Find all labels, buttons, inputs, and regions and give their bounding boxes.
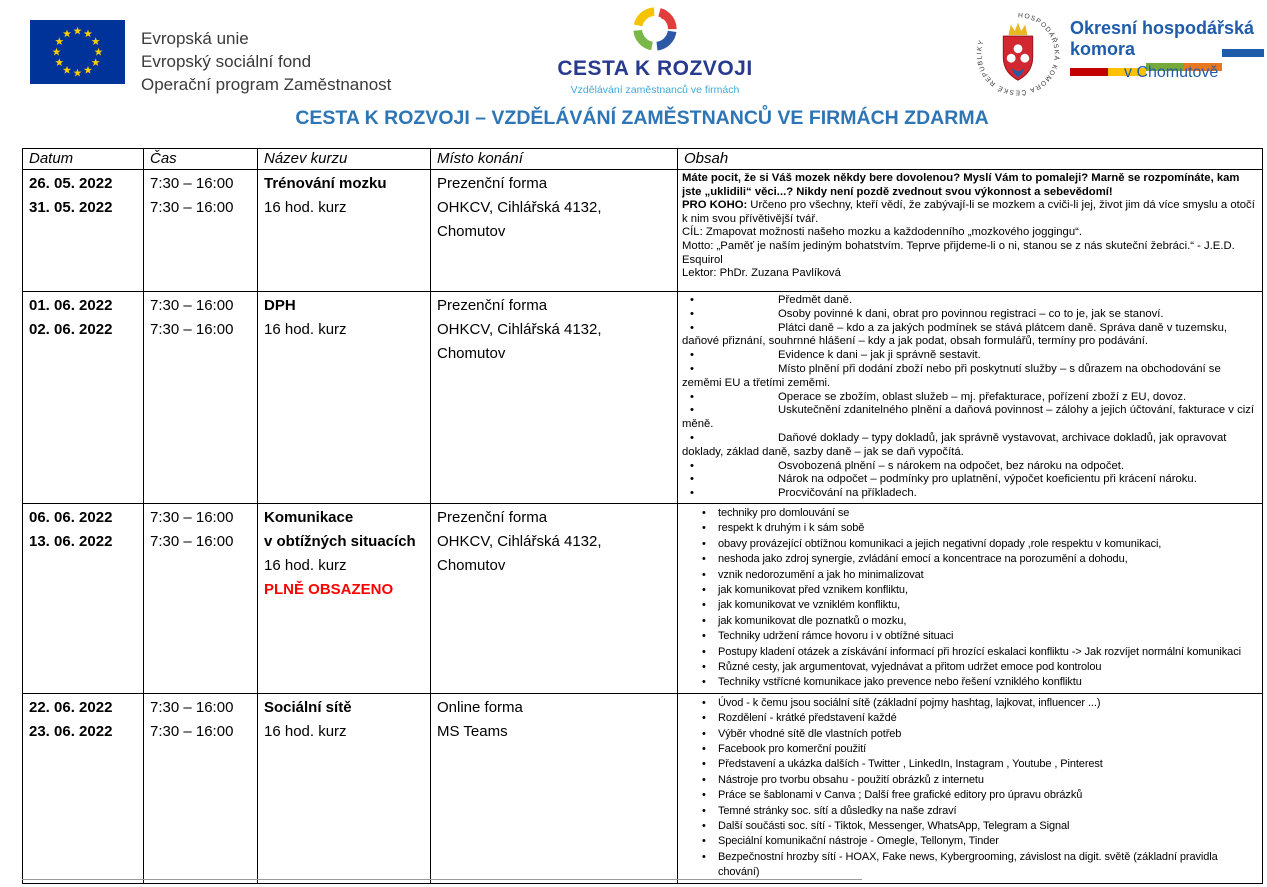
time-text: 7:30 – 16:00: [150, 508, 234, 526]
date-text: 01. 06. 2022: [29, 297, 113, 314]
ohk-emblem-text: HOSPODÁŘSKÁ KOMORA ČESKÉ REPUBLIKY: [976, 12, 1060, 96]
bullet-icon: •: [702, 553, 706, 566]
bullet-icon: •: [702, 568, 706, 581]
bullet-text: Nástroje pro tvorbu obsahu - použití obrázků z internetu: [718, 773, 984, 786]
masthead: [0, 0, 1267, 104]
bullet-icon: •: [690, 459, 694, 472]
times-cell: [144, 170, 258, 292]
eu-text: [141, 20, 391, 96]
bullet-icon: •: [690, 349, 694, 362]
bullet-text: techniky pro domlouvání se: [718, 506, 850, 519]
course-name: Trénování mozku: [264, 175, 387, 192]
bullet-text: Techniky vstřícné komunikace jako prevence nebo řešení vzniklého konfliktu: [718, 676, 1082, 689]
bullet-text: jak komunikovat ve vzniklém konfliktu,: [718, 599, 901, 612]
bullet-text: respekt k druhým i k sám sobě: [718, 522, 865, 535]
bullet-text: Rozdělení - krátké představení každé: [718, 712, 897, 725]
place-line: MS Teams: [437, 722, 508, 740]
bullet-item: [682, 788, 1258, 803]
paragraph-text: Máte pocit, že si Váš mozek někdy bere dovolenou? Myslí Vám to pomaleji? Marně se rozpomínáte, kam jste „uklidili“ věci...? Nikdy není pozdě zvednout svou výkonnost a sebevědomí!: [682, 172, 1240, 198]
date-text: 23. 06. 2022: [29, 722, 113, 740]
bullet-icon: •: [702, 773, 706, 786]
bullet-item: [682, 583, 1258, 598]
place-line: Prezenční forma: [437, 297, 548, 314]
time-text: 7:30 – 16:00: [150, 321, 234, 338]
bullet-text: Uskutečnění zdanitelného plnění a daňová povinnost – zálohy a jejich účtování, fakturace v cizí měně.: [682, 404, 1255, 431]
times-cell: [144, 503, 258, 693]
date-text: 02. 06. 2022: [29, 321, 113, 338]
bullet-text: Postupy kladení otázek a získávání informací při hrozící eskalaci konfliktu -> Jak rozvíjet normální komunikaci: [718, 645, 1241, 658]
bullet-icon: •: [702, 850, 706, 863]
paragraph-text: Určeno pro všechny, kteří vědí, že zabývají-li se mozkem a cviči-li jej, život jim dá více smyslu a otočí k nim svou přívětivější tvář.: [682, 199, 1255, 225]
bullet-text: Osoby povinné k dani, obrat pro povinnou registraci – co to je, jak se stanoví.: [778, 307, 1164, 320]
eu-line: Evropská unie: [141, 29, 249, 48]
bullet-icon: •: [690, 390, 694, 403]
bullet-item: [682, 660, 1258, 675]
bullet-item: [682, 391, 1258, 405]
dates-cell: [23, 693, 144, 883]
course-table: [22, 148, 1263, 884]
table-body: [23, 170, 1263, 884]
bullet-text: Evidence k dani – jak ji správně sestavit.: [778, 349, 981, 362]
bullet-item: [682, 294, 1258, 308]
bullet-text: Temné stránky soc. sítí a důsledky na naše zdraví: [718, 804, 957, 817]
dates-cell: [23, 503, 144, 693]
bullet-item: [682, 432, 1258, 460]
bullet-text: jak komunikovat před vznikem konfliktu,: [718, 583, 908, 596]
bullet-text: jak komunikovat dle poznatků o mozku,: [718, 614, 907, 627]
bullet-item: [682, 850, 1258, 881]
place-cell: [431, 170, 678, 292]
table-row: [23, 503, 1263, 693]
times-cell: [144, 693, 258, 883]
course-duration: 16 hod. kurz: [264, 722, 347, 740]
date-text: 13. 06. 2022: [29, 532, 113, 550]
paragraph-lead: PRO KOHO:: [682, 199, 748, 212]
ohk-logo: [972, 6, 1264, 101]
time-text: 7:30 – 16:00: [150, 175, 234, 192]
place-line: OHKCV, Cihlářská 4132,: [437, 321, 602, 338]
place-cell: [431, 693, 678, 883]
bullet-item: [682, 363, 1258, 391]
paragraph-text: Lektor: PhDr. Zuzana Pavlíková: [682, 267, 841, 280]
table-row: [23, 292, 1263, 504]
course-duration: 16 hod. kurz: [264, 556, 347, 574]
bullet-text: obavy provázející obtížnou komunikaci a jejich negativní dopady ,role respektu v komunikaci,: [718, 537, 1162, 550]
place-line: Chomutov: [437, 345, 506, 362]
cesta-logo-icon: [628, 2, 682, 56]
table-header-row: [23, 149, 1263, 170]
bullet-text: Daňové doklady – typy dokladů, jak správně vystavovat, archivace dokladů, jak opravovat doklady, základ daně, sazby daně – jak se daň vypočítá.: [682, 431, 1227, 458]
bullet-item: [682, 773, 1258, 788]
bullet-text: Práce se šablonami v Canva ; Další free grafické editory pro úpravu obrázků: [718, 789, 1083, 802]
bullet-icon: •: [702, 583, 706, 596]
fully-booked-badge: PLNĚ OBSAZENO: [264, 580, 394, 598]
bullet-item: [682, 834, 1258, 849]
bullet-icon: •: [690, 431, 694, 444]
content-cell: [678, 170, 1263, 292]
content-paragraph: [682, 267, 1258, 281]
date-text: 06. 06. 2022: [29, 508, 113, 526]
page-title: CESTA K ROZVOJI – VZDĚLÁVÁNÍ ZAMĚSTNANCŮ VE FIRMÁCH ZDARMA: [295, 107, 989, 129]
bullet-item: [682, 308, 1258, 322]
bullet-icon: •: [690, 362, 694, 375]
paragraph-text: CÍL: Zmapovat možnosti našeho mozku a každodenního „mozkového joggingu“.: [682, 226, 1083, 239]
bullet-item: [682, 404, 1258, 432]
bullet-item: [682, 473, 1258, 487]
bullet-icon: •: [702, 835, 706, 848]
bullet-icon: •: [702, 804, 706, 817]
bullet-icon: •: [690, 307, 694, 320]
eu-line: Operační program Zaměstnanost: [141, 75, 392, 94]
bullet-item: [682, 645, 1258, 660]
bullet-text: Další součásti soc. sítí - Tiktok, Messenger, WhatsApp, Telegram a Signal: [718, 820, 1070, 833]
table-row: [23, 170, 1263, 292]
bullet-text: Techniky udržení rámce hovoru i v obtížné situaci: [718, 630, 954, 643]
content-cell: [678, 292, 1263, 504]
bullet-icon: •: [690, 487, 694, 500]
content-cell: [678, 693, 1263, 883]
bullet-item: [682, 727, 1258, 742]
bullet-text: Představení a ukázka dalších - Twitter , LinkedIn, Instagram , Youtube , Pinterest: [718, 758, 1103, 771]
bullet-icon: •: [690, 294, 694, 306]
bullet-item: [682, 322, 1258, 350]
bullet-icon: •: [690, 321, 694, 334]
column-header-4: Obsah: [678, 149, 1263, 170]
content-paragraph: [682, 226, 1258, 240]
bullet-icon: •: [702, 758, 706, 771]
course-cell: [258, 503, 431, 693]
bullet-item: [682, 349, 1258, 363]
course-name: DPH: [264, 297, 296, 314]
bullet-text: Různé cesty, jak argumentovat, vyjednávat a přitom udržet emoce pod kontrolou: [718, 661, 1102, 674]
bullet-text: Místo plnění při dodání zboží nebo při poskytnutí služby – s důrazem na obchodování se zeměmi EU a třetími zeměmi.: [682, 362, 1221, 389]
time-text: 7:30 – 16:00: [150, 722, 234, 740]
place-line: Prezenční forma: [437, 175, 548, 192]
time-text: 7:30 – 16:00: [150, 532, 234, 550]
place-cell: [431, 292, 678, 504]
cesta-logo: [535, 2, 775, 96]
bullet-text: Výběr vhodné sítě dle vlastních potřeb: [718, 727, 902, 740]
content-paragraph: [682, 172, 1258, 199]
content-cell: [678, 503, 1263, 693]
ohk-bar-segment: [1222, 49, 1264, 57]
bullet-icon: •: [702, 537, 706, 550]
place-line: OHKCV, Cihlářská 4132,: [437, 532, 602, 550]
bullet-item: [682, 598, 1258, 613]
bullet-text: Operace se zbožím, oblast služeb – mj. přefakturace, pořízení zboží z EU, dovoz.: [778, 390, 1187, 403]
bullet-text: Plátci daně – kdo a za jakých podmínek se stává plátcem daně. Správa daně v tuzemsku, daňové přiznání, souhrnné hlášení – kdy a jak podat, obsah formulářů, termíny pro podávání.: [682, 321, 1227, 348]
bullet-text: Osvobozená plnění – s nárokem na odpočet, bez nároku na odpočet.: [778, 459, 1125, 472]
time-text: 7:30 – 16:00: [150, 297, 234, 314]
bullet-icon: •: [702, 789, 706, 802]
bullet-item: [682, 804, 1258, 819]
time-text: 7:30 – 16:00: [150, 698, 234, 716]
course-cell: [258, 693, 431, 883]
ohk-name-line2: komora: [1070, 39, 1136, 59]
bullet-item: [682, 521, 1258, 536]
bullet-text: neshoda jako zdroj synergie, zvládání emocí a koncentrace na porozumění a dohodu,: [718, 553, 1128, 566]
bullet-icon: •: [702, 614, 706, 627]
bullet-icon: •: [702, 630, 706, 643]
content-paragraph: [682, 199, 1258, 226]
time-text: 7:30 – 16:00: [150, 199, 234, 216]
place-line: Prezenční forma: [437, 508, 548, 526]
course-name: v obtížných situacích: [264, 532, 416, 550]
date-text: 26. 05. 2022: [29, 175, 113, 192]
bullet-item: [682, 675, 1258, 690]
eu-line: Evropský sociální fond: [141, 52, 312, 71]
bullet-item: [682, 819, 1258, 834]
course-duration: 16 hod. kurz: [264, 199, 347, 216]
place-line: Online forma: [437, 698, 523, 716]
bullet-icon: •: [702, 820, 706, 833]
column-header-0: Datum: [23, 149, 144, 170]
date-text: 22. 06. 2022: [29, 698, 113, 716]
bullet-item: [682, 460, 1258, 474]
column-header-2: Název kurzu: [258, 149, 431, 170]
bullet-item: [682, 742, 1258, 757]
bullet-item: [682, 711, 1258, 726]
bullet-text: Předmět daně.: [778, 294, 853, 306]
course-cell: [258, 170, 431, 292]
bullet-item: [682, 568, 1258, 583]
bullet-icon: •: [702, 661, 706, 674]
column-header-3: Místo konání: [431, 149, 678, 170]
bullet-item: [682, 757, 1258, 772]
bullet-item: [682, 552, 1258, 567]
bullet-text: Speciální komunikační nástroje - Omegle, Tellonym, Tinder: [718, 835, 999, 848]
bullet-item: [682, 614, 1258, 629]
table-row: [23, 693, 1263, 883]
bullet-icon: •: [690, 473, 694, 486]
eu-flag-icon: [30, 20, 125, 84]
bullet-icon: •: [702, 712, 706, 725]
bullet-icon: •: [702, 696, 706, 709]
bullet-icon: •: [702, 522, 706, 535]
bullet-item: [682, 696, 1258, 711]
ohk-name-line1: Okresní hospodářská: [1070, 18, 1255, 38]
bullet-icon: •: [702, 506, 706, 519]
ohk-emblem-icon: [974, 10, 1062, 98]
paragraph-text: Motto: „Paměť je naším jediným bohatstvím. Teprve přijdeme-li o ni, stanou se z nás skuteční žebráci.“ - J.E.D. Esquirol: [682, 239, 1235, 266]
dates-cell: [23, 292, 144, 504]
bullet-icon: •: [702, 727, 706, 740]
place-line: Chomutov: [437, 556, 506, 574]
table-header: [23, 149, 1263, 170]
times-cell: [144, 292, 258, 504]
bullet-icon: •: [702, 743, 706, 756]
bullet-icon: •: [702, 599, 706, 612]
bullet-text: Facebook pro komerční použití: [718, 743, 867, 756]
cesta-logo-title: CESTA K ROZVOJI: [557, 57, 753, 80]
bullet-text: vznik nedorozumění a jak ho minimalizovat: [718, 568, 924, 581]
bullet-icon: •: [702, 645, 706, 658]
course-name: Sociální sítě: [264, 698, 352, 716]
bullet-item: [682, 537, 1258, 552]
bullet-text: Procvičování na příkladech.: [778, 487, 917, 500]
course-duration: 16 hod. kurz: [264, 321, 347, 338]
next-table-edge: [22, 879, 862, 880]
place-line: Chomutov: [437, 223, 506, 240]
content-paragraph: [682, 240, 1258, 267]
bullet-item: [682, 506, 1258, 521]
course-cell: [258, 292, 431, 504]
dates-cell: [23, 170, 144, 292]
ohk-bar-segment: [1070, 68, 1108, 76]
date-text: 31. 05. 2022: [29, 199, 113, 216]
bullet-item: [682, 629, 1258, 644]
bullet-text: Nárok na odpočet – podmínky pro uplatnění, výpočet koeficientu při krácení nároku.: [778, 473, 1197, 486]
eu-logo: [30, 20, 391, 96]
ohk-city: v Chomutově: [1124, 64, 1219, 81]
cesta-logo-subtitle: Vzdělávání zaměstnanců ve firmách: [570, 84, 740, 96]
bullet-text: Bezpečnostní hrozby sítí - HOAX, Fake news, Kybergrooming, závislost na digit. světě (základní pravidla chování): [718, 850, 1218, 879]
column-header-1: Čas: [144, 149, 258, 170]
bullet-icon: •: [690, 404, 694, 417]
bullet-icon: •: [702, 676, 706, 689]
course-name: Komunikace: [264, 508, 354, 526]
place-cell: [431, 503, 678, 693]
bullet-item: [682, 487, 1258, 501]
place-line: OHKCV, Cihlářská 4132,: [437, 199, 602, 216]
bullet-text: Úvod - k čemu jsou sociální sítě (základní pojmy hashtag, lajkovat, influencer ...): [718, 696, 1101, 709]
